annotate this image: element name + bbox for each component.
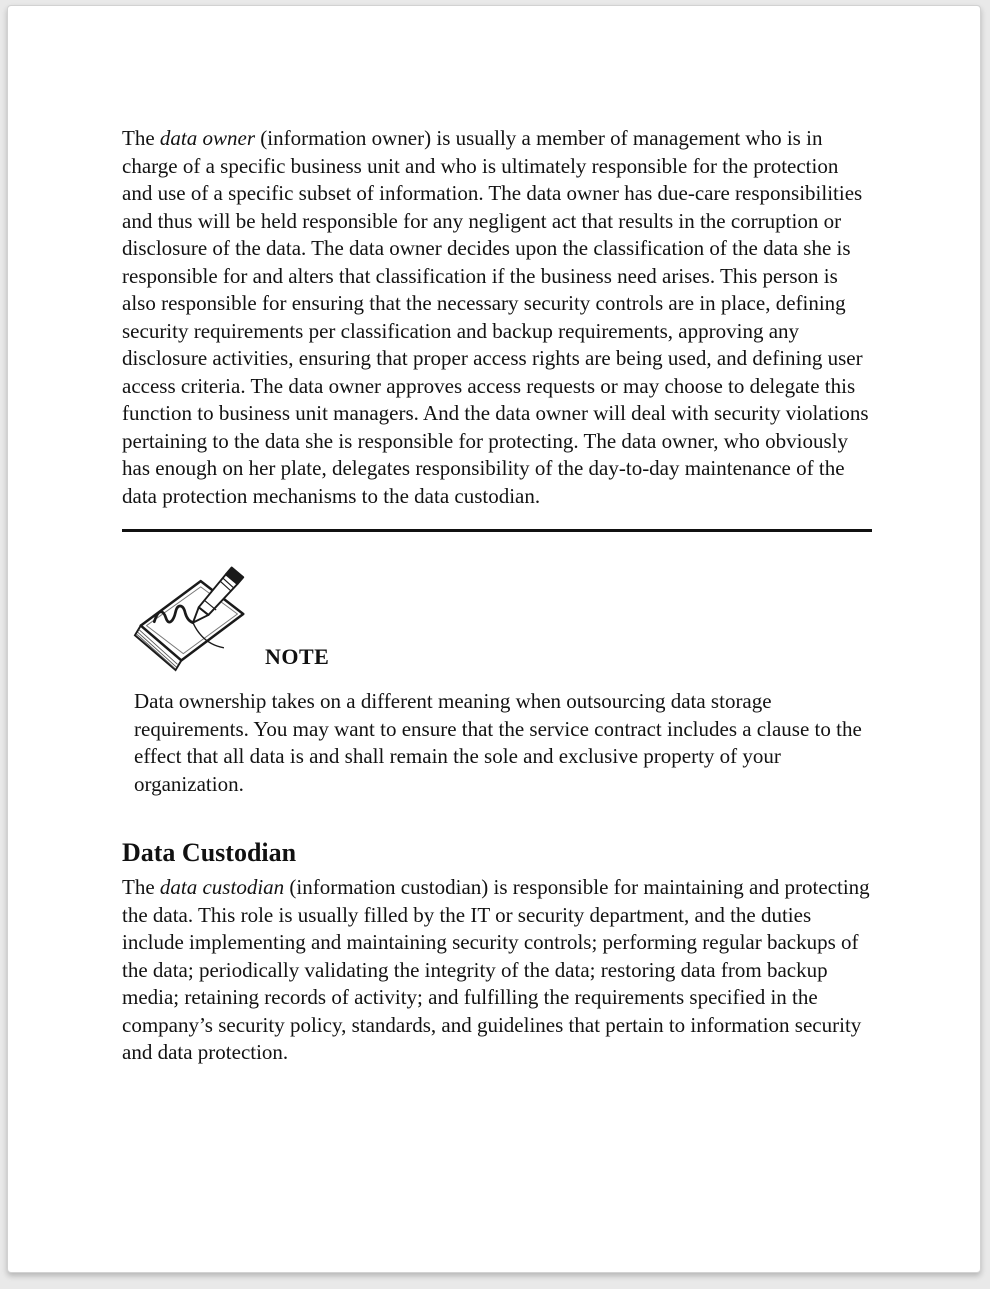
section-divider	[122, 529, 872, 532]
paragraph-data-owner: The data owner (information owner) is usually a member of management who is in charge of a specific business unit and who is ultimately responsible for the protection and use of a specific subset of information. The data owner has due-care responsibilities and thus will be held responsible for any negligent act that results in the corruption or disclosure of the data. The data owner decides upon the classification of the data she is responsible for and alters that classification if the business need arises. This person is also responsible for ensuring that the necessary security controls are in place, defining security requirements per classification and backup requirements, approving any disclosure activities, ensuring that proper access rights are being used, and defining user access criteria. The data owner approves access requests or may choose to delegate this function to business unit managers. And the data owner will deal with security violations pertaining to the data she is responsible for protecting. The data owner, who obviously has enough on her plate, delegates responsibility of the day-to-day maintenance of the data protection mechanisms to the data custodian.	[122, 126, 869, 508]
section-heading-data-custodian: Data Custodian	[122, 838, 297, 867]
note-header	[129, 554, 870, 672]
notepad-pencil-icon	[129, 554, 255, 672]
paragraph-data-custodian: The data custodian (information custodian) is responsible for maintaining and protecting the data. This role is usually filled by the IT or security department, and the duties include implementing and maintaining security controls; performing regular backups of the data; periodically validating the integrity of the data; restoring data from backup media; retaining records of activity; and fulfilling the requirements specified in the company’s security policy, standards, and guidelines that pertain to information security and data protection.	[122, 875, 870, 1064]
page-content	[122, 125, 870, 1067]
note-label: NOTE	[265, 643, 330, 669]
note-paragraph: Data ownership takes on a different meaning when outsourcing data storage requirements. You may want to ensure that the service contract includes a clause to the effect that all data is and shall remain the sole and exclusive property of your organization.	[134, 689, 862, 796]
book-page	[7, 5, 981, 1273]
